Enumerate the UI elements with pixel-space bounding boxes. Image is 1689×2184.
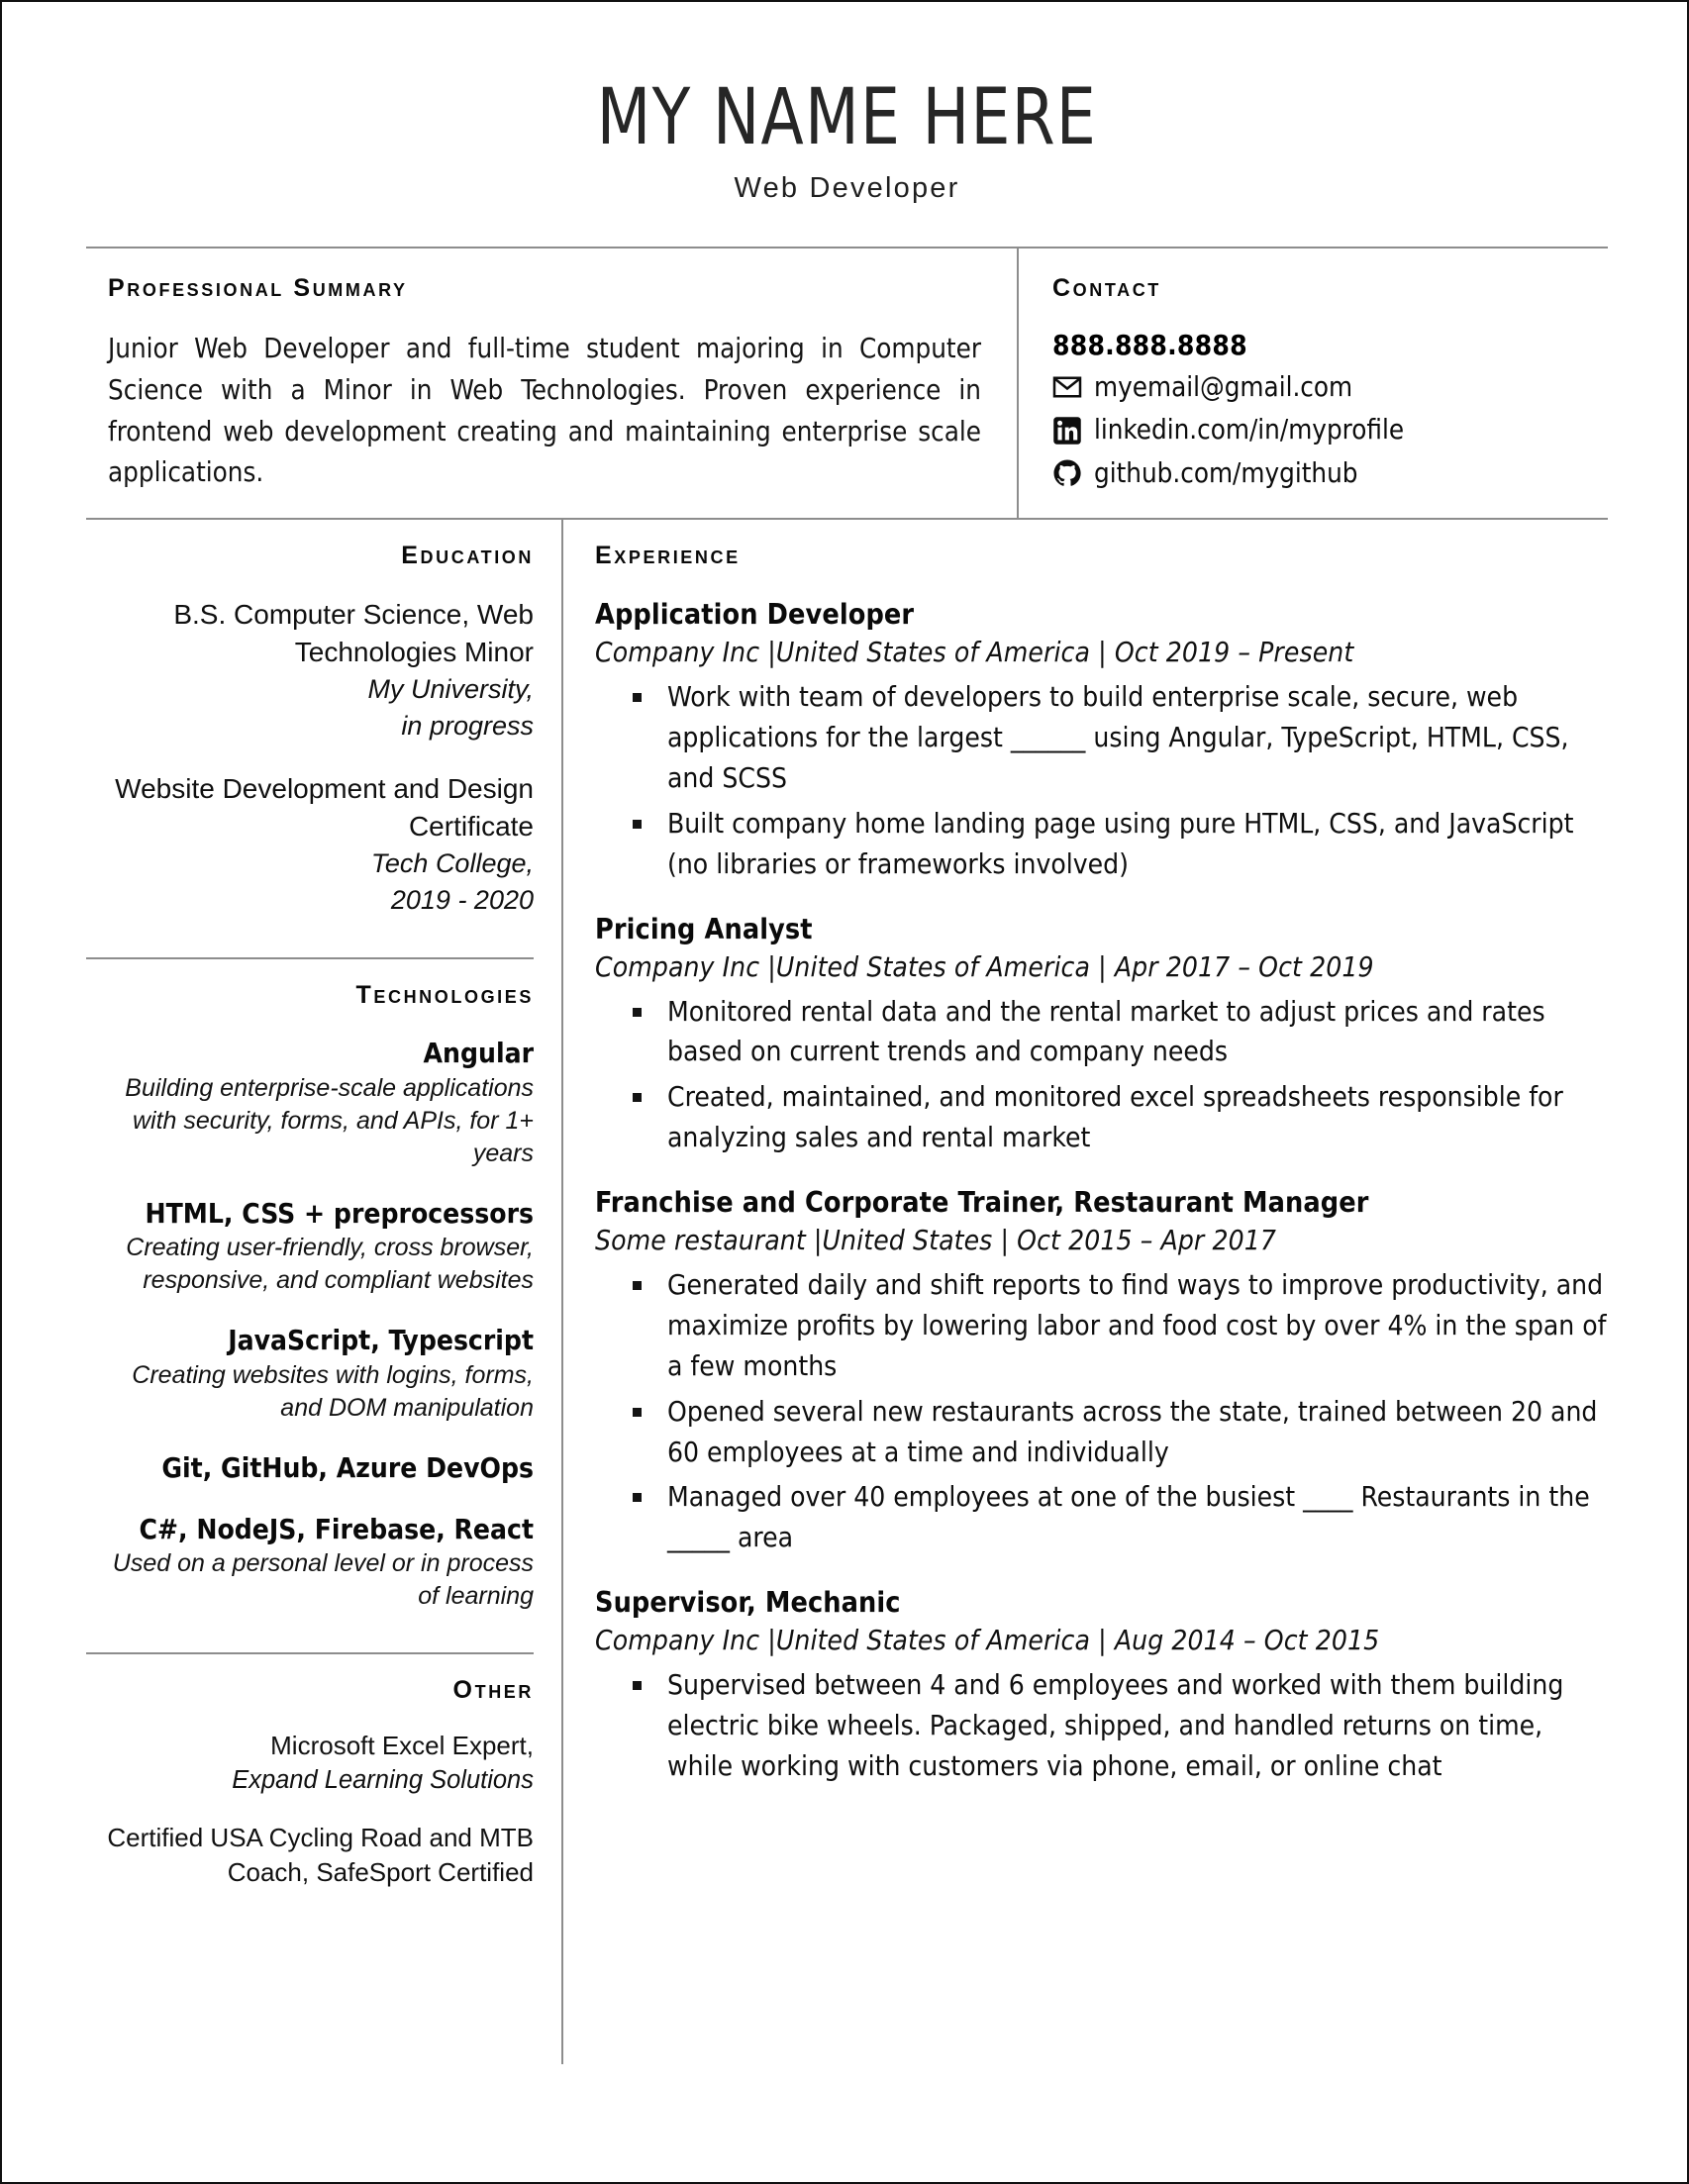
professional-summary-text: Junior Web Developer and full-time student majoring in Computer Science with a Minor in Web Technologies. Proven experience in frontend web development creating and maintaining enterprise scale applications. xyxy=(108,333,981,489)
education-section xyxy=(86,542,534,918)
contact-phone: 888.888.8888 xyxy=(1052,329,1247,361)
technology-name: Git, GitHub, Azure DevOps xyxy=(161,1450,534,1484)
contact-email-row[interactable] xyxy=(1052,370,1608,404)
linkedin-icon xyxy=(1052,416,1082,446)
job-role: Pricing Analyst xyxy=(595,912,813,945)
section-heading-professional-summary: Professional Summary xyxy=(108,274,408,302)
job-role: Franchise and Corporate Trainer, Restaurant Manager xyxy=(595,1186,1369,1220)
technology-item xyxy=(86,1196,534,1297)
experience-section xyxy=(561,520,1608,2064)
other-item xyxy=(86,1821,534,1890)
job-meta: Company Inc |United States of America | Aug 2014 – Oct 2015 xyxy=(595,1624,1380,1657)
experience-job xyxy=(595,1586,1608,1787)
technology-item xyxy=(86,1512,534,1613)
education-school: Tech College, xyxy=(370,847,534,878)
summary-contact-row xyxy=(86,248,1608,518)
page-title: MY NAME HERE xyxy=(596,73,1098,162)
contact-email-text: myemail@gmail.com xyxy=(1094,371,1353,403)
section-heading-other: Other xyxy=(452,1676,534,1705)
experience-job xyxy=(595,913,1608,1159)
job-meta: Company Inc |United States of America | Oct 2019 – Present xyxy=(595,636,1354,669)
education-status: in progress xyxy=(401,711,534,742)
job-bullets xyxy=(595,677,1608,884)
section-heading-experience: Experience xyxy=(595,542,741,570)
technology-name: Angular xyxy=(423,1037,534,1070)
job-bullet: Created, maintained, and monitored excel spreadsheets responsible for analyzing sales and rental market xyxy=(595,1077,1608,1158)
education-technologies-divider xyxy=(86,957,534,959)
left-sidebar xyxy=(86,520,561,2064)
section-heading-education: Education xyxy=(401,542,534,570)
education-degree: Website Development and Design Certificate xyxy=(115,772,534,842)
technology-name: HTML, CSS + preprocessors xyxy=(145,1196,534,1230)
resume-header xyxy=(86,73,1608,215)
contact-linkedin-text: linkedin.com/in/myprofile xyxy=(1094,414,1405,447)
job-bullet: Managed over 40 employees at one of the busiest ____ Restaurants in the _____ area xyxy=(595,1477,1608,1558)
job-bullet: Opened several new restaurants across the state, trained between 20 and 60 employees at a time and individually xyxy=(595,1392,1608,1473)
email-icon xyxy=(1052,372,1082,402)
other-main-text: Certified USA Cycling Road and MTB Coach, SafeSport Certified xyxy=(107,1823,534,1888)
experience-job xyxy=(595,1186,1608,1558)
other-sub-text: Expand Learning Solutions xyxy=(232,1766,534,1795)
job-role: Supervisor, Mechanic xyxy=(595,1586,901,1620)
contact-github-row[interactable] xyxy=(1052,456,1608,490)
job-role: Application Developer xyxy=(595,598,915,632)
job-bullet: Built company home landing page using pure HTML, CSS, and JavaScript (no libraries or frameworks involved) xyxy=(595,804,1608,885)
other-item xyxy=(86,1729,534,1797)
other-section xyxy=(86,1676,534,1890)
experience-job xyxy=(595,598,1608,884)
technology-name: C#, NodeJS, Firebase, React xyxy=(139,1512,534,1545)
professional-summary-section xyxy=(86,248,1017,518)
technology-item xyxy=(86,1450,534,1486)
job-bullets xyxy=(595,1265,1608,1558)
technologies-section xyxy=(86,981,534,1613)
job-meta: Some restaurant |United States | Oct 2015 – Apr 2017 xyxy=(595,1224,1276,1257)
education-school: My University, xyxy=(367,674,534,705)
section-heading-contact: Contact xyxy=(1052,274,1161,302)
technology-desc: Creating user-friendly, cross browser, responsive, and compliant websites xyxy=(126,1234,534,1295)
education-status: 2019 - 2020 xyxy=(390,884,534,915)
job-bullet: Supervised between 4 and 6 employees and worked with them building electric bike wheels. Packaged, shipped, and handled returns on time, while working with customers via phone, email, or online chat xyxy=(595,1665,1608,1787)
job-bullet: Generated daily and shift reports to find ways to improve productivity, and maximize profits by lowering labor and food cost by over 4% in the span of a few months xyxy=(595,1265,1608,1387)
job-bullet: Work with team of developers to build enterprise scale, secure, web applications for the largest ______ using Angular, TypeScript, HTML, CSS, and SCSS xyxy=(595,677,1608,799)
job-bullet: Monitored rental data and the rental market to adjust prices and rates based on current trends and company needs xyxy=(595,992,1608,1073)
contact-section xyxy=(1017,248,1608,518)
contact-linkedin-row[interactable] xyxy=(1052,413,1608,447)
education-item xyxy=(86,596,534,745)
technology-desc: Building enterprise-scale applications with security, forms, and APIs, for 1+ years xyxy=(125,1073,534,1167)
job-bullets xyxy=(595,992,1608,1159)
other-main-text: Microsoft Excel Expert, xyxy=(270,1731,534,1761)
main-content-row xyxy=(86,520,1608,2064)
job-bullets xyxy=(595,1665,1608,1787)
contact-github-text: github.com/mygithub xyxy=(1094,456,1358,489)
github-icon xyxy=(1052,458,1082,488)
job-meta: Company Inc |United States of America | Apr 2017 – Oct 2019 xyxy=(595,949,1374,983)
technology-name: JavaScript, Typescript xyxy=(228,1324,534,1357)
technology-item xyxy=(86,1036,534,1169)
section-heading-technologies: Technologies xyxy=(355,981,534,1010)
job-title-subtitle: Web Developer xyxy=(734,172,960,204)
education-degree: B.S. Computer Science, Web Technologies Minor xyxy=(173,599,534,668)
technology-item xyxy=(86,1323,534,1424)
technologies-other-divider xyxy=(86,1652,534,1654)
education-item xyxy=(86,770,534,919)
resume-sheet xyxy=(2,2,1687,2182)
technology-desc: Used on a personal level or in process of learning xyxy=(112,1549,534,1611)
technology-desc: Creating websites with logins, forms, and DOM manipulation xyxy=(132,1360,534,1422)
